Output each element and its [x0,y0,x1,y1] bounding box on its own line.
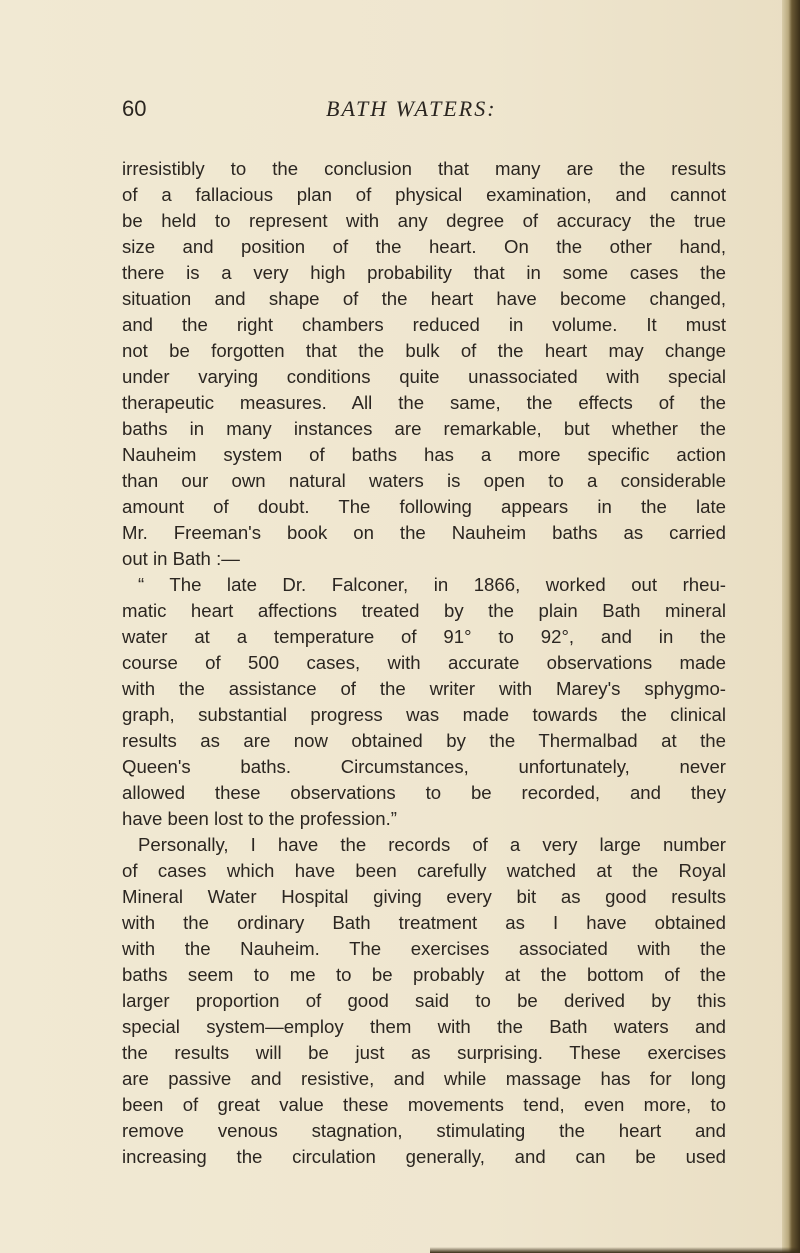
text-line: of cases which have been carefully watched at the Royal [122,860,726,881]
page-number: 60 [122,96,147,121]
quote-line: Queen's baths. Circumstances, unfortunately, never [122,756,726,777]
page-edge-shadow [782,0,800,1253]
quote-line: course of 500 cases, with accurate observations made [122,652,726,673]
text-line: therapeutic measures. All the same, the effects of the [122,392,726,413]
page-bottom-shadow [430,1247,800,1253]
text-line: out in Bath :— [122,548,240,569]
running-head: BATH WATERS: [326,96,497,121]
text-line: remove venous stagnation, stimulating the heart and [122,1120,726,1141]
text-line: and the right chambers reduced in volume. It must [122,314,726,335]
text-line: the results will be just as surprising. These exercises [122,1042,726,1063]
text-line: baths in many instances are remarkable, but whether the [122,418,726,439]
text-line: Personally, I have the records of a very large number [138,834,726,855]
text-line: larger proportion of good said to be derived by this [122,990,726,1011]
text-line: irresistibly to the conclusion that many are the results [122,158,726,179]
quote-line: with the assistance of the writer with Marey's sphygmo- [122,678,726,699]
text-line: Nauheim system of baths has a more specific action [122,444,726,465]
text-line: are passive and resistive, and while massage has for long [122,1068,726,1089]
text-line: not be forgotten that the bulk of the heart may change [122,340,726,361]
text-line: Mineral Water Hospital giving every bit as good results [122,886,726,907]
page-header [0,96,800,136]
text-line: there is a very high probability that in some cases the [122,262,726,283]
text-line: with the ordinary Bath treatment as I have obtained [122,912,726,933]
body-text [122,156,726,1170]
text-line: increasing the circulation generally, and can be used [122,1146,726,1167]
quote-line: results as are now obtained by the Thermalbad at the [122,730,726,751]
quote-line: water at a temperature of 91° to 92°, and in the [122,626,726,647]
quote-line: have been lost to the profession.” [122,808,397,829]
text-line: size and position of the heart. On the other hand, [122,236,726,257]
text-line: situation and shape of the heart have become changed, [122,288,726,309]
quote-line: graph, substantial progress was made towards the clinical [122,704,726,725]
quote-line: matic heart affections treated by the plain Bath mineral [122,600,726,621]
quote-line: “ The late Dr. Falconer, in 1866, worked out rheu- [138,574,726,595]
text-line: special system—employ them with the Bath waters and [122,1016,726,1037]
text-line: baths seem to me to be probably at the bottom of the [122,964,726,985]
text-line: Mr. Freeman's book on the Nauheim baths as carried [122,522,726,543]
text-line: than our own natural waters is open to a considerable [122,470,726,491]
text-line: under varying conditions quite unassociated with special [122,366,726,387]
text-line: amount of doubt. The following appears in the late [122,496,726,517]
quote-line: allowed these observations to be recorded, and they [122,782,726,803]
text-line: been of great value these movements tend, even more, to [122,1094,726,1115]
text-line: with the Nauheim. The exercises associated with the [122,938,726,959]
text-line: be held to represent with any degree of accuracy the true [122,210,726,231]
text-line: of a fallacious plan of physical examination, and cannot [122,184,726,205]
